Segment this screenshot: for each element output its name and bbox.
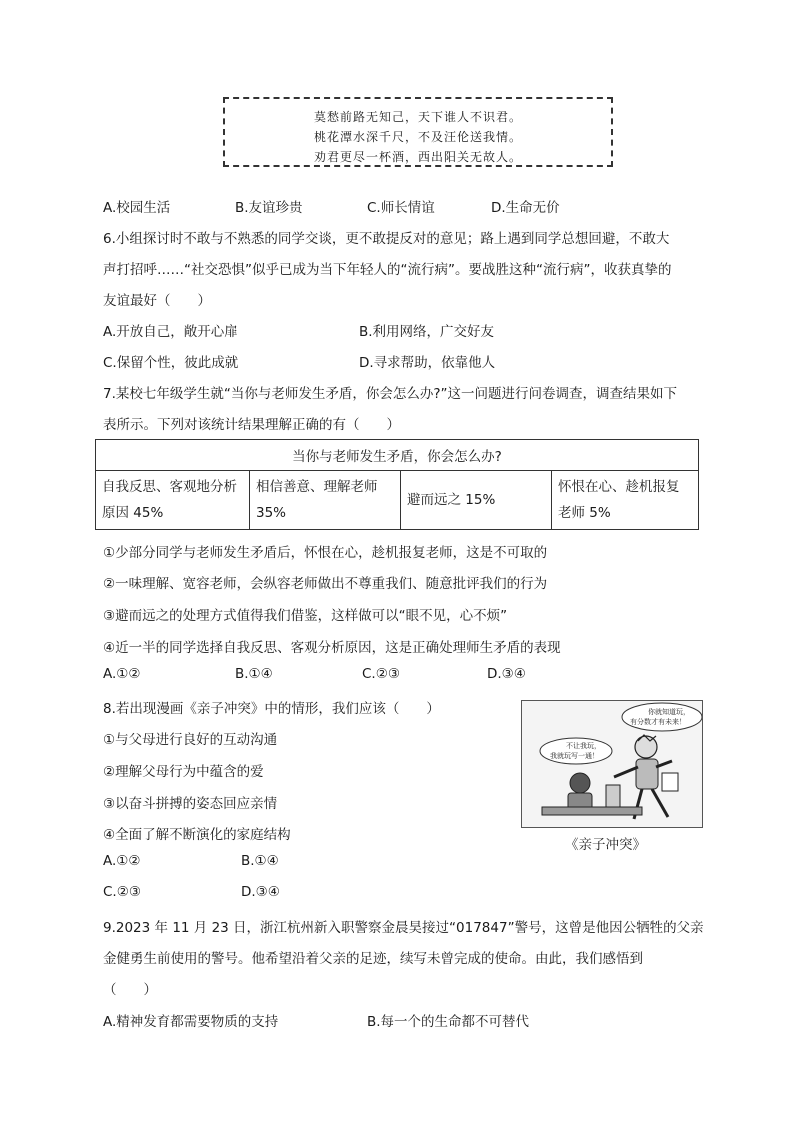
poem-line-1: 莫愁前路无知己，天下谁人不识君。 [313, 110, 522, 124]
survey-table-header: 当你与老师发生矛盾，你会怎么办? [96, 440, 699, 471]
desk [542, 807, 642, 815]
q8-statement-3: ③以奋斗拼搏的姿态回应亲情 [103, 796, 278, 812]
q9-option-b[interactable]: B.每一个的生命都不可替代 [367, 1014, 530, 1030]
q8-statement-4: ④全面了解不断演化的家庭结构 [103, 827, 291, 843]
q8-option-c[interactable]: C.②③ [103, 884, 141, 900]
q7-statement-4: ④近一半的同学选择自我反思、客观分析原因，这是正确处理师生矛盾的表现 [103, 640, 561, 656]
q6-stem-line-2: 声打招呼……“社交恐惧”似乎已成为当下年轻人的“流行病”。要战胜这种“流行病”，收获真挚的 [103, 262, 672, 278]
q8-statement-2: ②理解父母行为中蕴含的爱 [103, 764, 264, 780]
q7-statement-2: ②一味理解、宽容老师，会纵容老师做出不尊重我们、随意批评我们的行为 [103, 576, 548, 592]
survey-table-cell: 相信善意、理解老师 35% [250, 471, 401, 530]
q6-option-d[interactable]: D.寻求帮助，依靠他人 [359, 355, 496, 371]
survey-table-cell: 避而远之 15% [401, 471, 552, 530]
q7-option-a[interactable]: A.①② [103, 666, 141, 682]
q8-option-a[interactable]: A.①② [103, 853, 141, 869]
parent-bubble-line-2: 有分数才有未来！ [630, 718, 686, 726]
poem-line-2: 桃花潭水深千尺，不及汪伦送我情。 [313, 130, 522, 144]
q7-stem-line-2: 表所示。下列对该统计结果理解正确的有（ ） [103, 417, 400, 433]
q7-stem-line-1: 7.某校七年级学生就“当你与老师发生矛盾，你会怎么办?”这一问题进行问卷调查，调查结果如下 [103, 386, 678, 402]
q9-option-a[interactable]: A.精神发育都需要物质的支持 [103, 1014, 279, 1030]
parent-bubble-line-1: 你就知道玩， [648, 708, 690, 716]
q7-statement-1: ①少部分同学与老师发生矛盾后，怀恨在心，趁机报复老师，这是不可取的 [103, 545, 548, 561]
survey-table-cell: 怀恨在心、趁机报复老师 5% [552, 471, 699, 530]
poem-line-3: 劝君更尽一杯酒，西出阳关无故人。 [313, 150, 522, 164]
q8-option-d[interactable]: D.③④ [241, 884, 280, 900]
q7-option-c[interactable]: C.②③ [362, 666, 400, 682]
q6-stem-line-3: 友谊最好（ ） [103, 293, 211, 309]
q9-stem-line-2: 金健勇生前使用的警号。他希望沿着父亲的足迹，续写未曾完成的使命。由此，我们感悟到 [103, 951, 643, 967]
q7-option-d[interactable]: D.③④ [487, 666, 526, 682]
q5-option-c[interactable]: C.师长情谊 [367, 200, 435, 216]
q8-stem: 8.若出现漫画《亲子冲突》中的情形，我们应该（ ） [103, 701, 440, 717]
parent-child-conflict-comic [521, 700, 703, 828]
q9-stem-line-3: （ ） [103, 982, 157, 998]
q5-option-a[interactable]: A.校园生活 [103, 200, 171, 216]
q8-option-b[interactable]: B.①④ [241, 853, 279, 869]
q9-stem-line-1: 9.2023 年 11 月 23 日，浙江杭州新入职警察金晨昊接过“017847”警号，这曾是他因公牺牲的父亲 [103, 920, 704, 936]
q7-statement-3: ③避而远之的处理方式值得我们借鉴，这样做可以“眼不见，心不烦” [103, 608, 508, 624]
poem-box [223, 97, 613, 167]
q5-option-d[interactable]: D.生命无价 [491, 200, 560, 216]
q6-option-a[interactable]: A.开放自己，敞开心扉 [103, 324, 238, 340]
q8-statement-1: ①与父母进行良好的互动沟通 [103, 732, 278, 748]
comic-caption: 《亲子冲突》 [565, 837, 646, 853]
q5-option-b[interactable]: B.友谊珍贵 [235, 200, 303, 216]
child-bubble-line-1: 不让我玩， [566, 742, 601, 750]
survey-table [95, 439, 699, 530]
survey-table-cell: 自我反思、客观地分析原因 45% [96, 471, 250, 530]
parent-figure [614, 735, 678, 819]
q6-option-b[interactable]: B.利用网络，广交好友 [359, 324, 495, 340]
q7-option-b[interactable]: B.①④ [235, 666, 273, 682]
book-stack [606, 785, 620, 807]
child-bubble-line-2: 我就玩写一通！ [550, 752, 599, 760]
q6-stem-line-1: 6.小组探讨时不敢与不熟悉的同学交谈，更不敢提反对的意见；路上遇到同学总想回避，不敢大 [103, 231, 670, 247]
comic-illustration [522, 701, 703, 828]
q6-option-c[interactable]: C.保留个性，彼此成就 [103, 355, 239, 371]
child-figure [542, 773, 642, 815]
